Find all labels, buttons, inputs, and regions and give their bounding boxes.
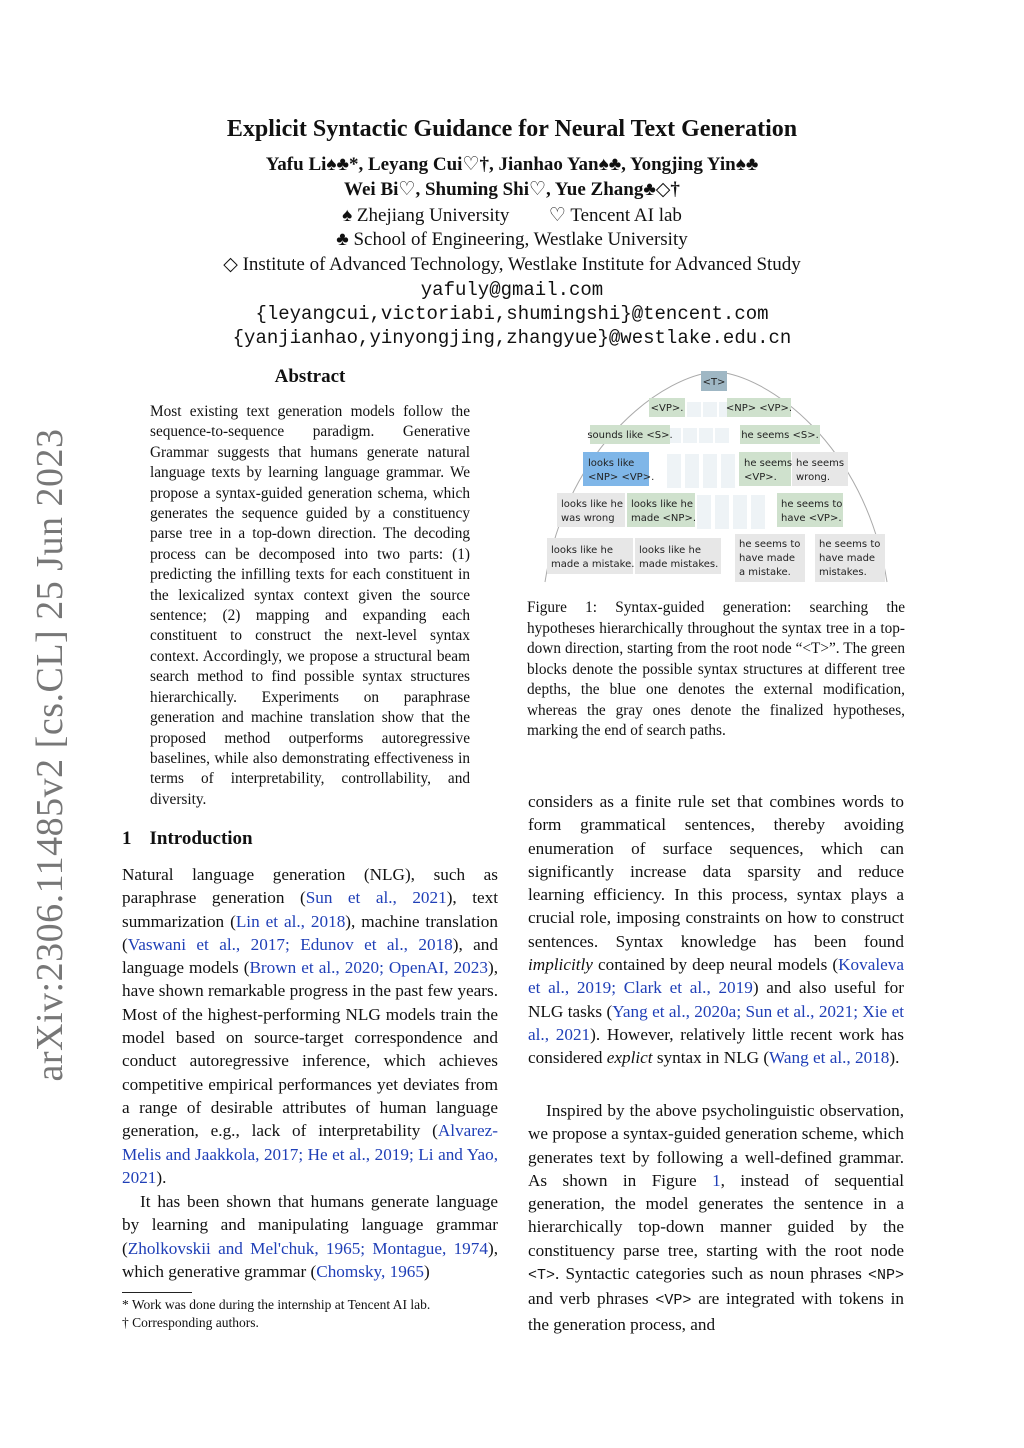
text-run: and verb phrases	[528, 1289, 656, 1309]
code-token: <NP>	[867, 1267, 904, 1285]
node-label: <VP>.	[744, 472, 777, 483]
citation-link[interactable]: Vaswani et al., 2017; Edunov et al., 2018	[127, 934, 453, 954]
node-label: was wrong	[561, 513, 615, 524]
text-run: syntax in NLG (	[652, 1048, 770, 1068]
text-run: ), text summarization (	[122, 888, 498, 931]
node-label: he seems to	[819, 539, 881, 550]
citation-link[interactable]: Kovaleva et al., 2019; Clark et al., 2019	[528, 955, 904, 998]
node-label: looks like he	[561, 499, 624, 510]
figure-reference-link[interactable]: 1	[712, 1170, 721, 1190]
node-label: mistakes.	[819, 567, 867, 578]
right-paragraph-2	[528, 1099, 904, 1336]
section-heading	[122, 828, 271, 850]
placeholder-block	[683, 428, 697, 443]
text-run: Inspired by the above psycholinguistic observation, we propose a syntax-guided generation scheme, which generates text by following a well-defined grammar. As shown in Figure	[528, 1101, 904, 1190]
section-title: Introduction	[149, 828, 253, 849]
citation-link[interactable]: Yang et al., 2020a; Sun et al., 2021; Xie et al., 2021	[528, 1001, 904, 1044]
node-label: looks like	[588, 458, 635, 469]
footnote-2: † Corresponding authors.	[122, 1315, 259, 1330]
citation-link[interactable]: Sun et al., 2021	[305, 888, 447, 908]
citation-link[interactable]: Alvarez-Melis and Jaakkola, 2017; He et al., 2019; Li and Yao, 2021	[122, 1121, 498, 1187]
affiliation-iatws: ◇ Institute of Advanced Technology, Westlake Institute for Advanced Study	[223, 254, 801, 275]
text-run: ), machine translation (	[122, 911, 498, 954]
email-2: {leyangcui,victoriabi,shumingshi}@tencent.com	[255, 303, 769, 325]
node-label: have <VP>.	[781, 513, 842, 524]
text-run: ), have shown remarkable progress in the past few years. Most of the highest-performing NLG models train the model based on source-target correspondence and conduct autoregressive inference, which achieves competitive empirical performances yet deviates from a range of desirable attributes of human language generation, e.g., lack of interpretability (	[122, 958, 498, 1141]
text-run: ).	[889, 1048, 900, 1068]
arxiv-identifier: arXiv:2306.11485v2 [cs.CL] 25 Jun 2023	[29, 428, 71, 1082]
node-label: <T>	[702, 377, 726, 388]
node-label: looks like he	[639, 545, 702, 556]
placeholder-block	[733, 495, 747, 529]
node-label: he seems to	[781, 499, 843, 510]
placeholder-block	[715, 428, 729, 443]
node-label: <NP> <VP>.	[725, 403, 793, 414]
node-label: wrong.	[796, 472, 831, 483]
placeholder-block	[685, 454, 699, 488]
text-run: considers as a finite rule set that combines words to form grammatical sentences, thereby avoiding enumeration of surface sequences, which can significantly increase data sparsity and reduce learning efficiency. In this process, syntax plays a crucial role, imposing constraints on how to construct sentences. Syntax knowledge has been found	[528, 792, 904, 951]
intro-paragraph-1	[122, 863, 498, 1189]
text-run: ) and also useful for NLG tasks (	[528, 978, 904, 1021]
placeholder-block	[721, 454, 735, 488]
code-token: <VP>	[655, 1292, 692, 1310]
text-run: contained by deep neural models (	[592, 955, 839, 975]
text-run: . Syntactic categories such as noun phrases	[555, 1264, 868, 1284]
text-run: ), and language models (	[122, 934, 498, 978]
node-label: made <NP>.	[631, 513, 696, 524]
node-label: made mistakes.	[639, 559, 719, 570]
placeholder-block	[751, 495, 765, 529]
node-label: <VP>.	[650, 403, 684, 414]
placeholder-block	[703, 454, 717, 488]
citation-link[interactable]: Wang et al., 2018	[769, 1048, 890, 1068]
node-label: he seems	[744, 458, 793, 469]
affiliation-zju: ♠ Zhejiang University	[342, 205, 510, 226]
placeholder-block	[699, 428, 713, 443]
section-number: 1	[122, 828, 132, 849]
placeholder-block	[667, 454, 681, 488]
text-run: ). However, relatively little recent work has considered	[528, 1024, 904, 1068]
placeholder-block	[703, 402, 717, 417]
node-label: he seems <S>.	[741, 430, 819, 441]
text-run: Natural language generation (NLG), such as paraphrase generation (	[122, 865, 498, 908]
caption-label: Figure 1:	[527, 599, 598, 616]
placeholder-block	[687, 402, 701, 417]
node-label: sounds like <S>.	[587, 430, 673, 441]
placeholder-block	[697, 495, 711, 529]
citation-link[interactable]: Lin et al., 2018	[235, 911, 346, 931]
figure-1-syntax-tree	[527, 362, 905, 587]
node-label: looks like he	[551, 545, 614, 556]
node-label: <NP> <VP>.	[588, 472, 655, 483]
figure-1-caption	[527, 598, 905, 742]
citation-link[interactable]: Zholkovskii and Mel'chuk, 1965; Montague, 1974	[127, 1238, 488, 1258]
text-run: ), which generative grammar (	[122, 1238, 498, 1281]
placeholder-block	[715, 495, 729, 529]
abstract-text: Most existing text generation models follow the sequence-to-sequence paradigm. Generative Grammar suggests that humans generate natural language texts by learning language grammar. We propose a syntax-guided generation schema, which generates the sequence guided by a constituency parse tree in a top-down direction. The decoding process can be decomposed into two parts: (1) predicting the infilling texts for each constituent in the lexicalized syntax context given the source sentence; (2) mapping and expanding each constituent to construct the next-level syntax context. Accordingly, we propose a structural beam search method to find possible syntax structures hierarchically. Experiments on paraphrase generation and machine translation show that the proposed method outperforms autoregressive baselines, while also demonstrating effectiveness in terms of interpretability, controllability, and diversity.	[150, 403, 470, 808]
right-paragraph-1	[528, 790, 904, 1070]
affiliation-line-1	[0, 204, 1024, 227]
code-token: <T>	[528, 1267, 556, 1285]
affiliation-westlake: ♣ School of Engineering, Westlake University	[336, 229, 688, 250]
node-label: a mistake.	[739, 567, 791, 578]
abstract-heading: Abstract	[274, 366, 346, 387]
node-label: he seems to	[739, 539, 801, 550]
text-run: are integrated with tokens in the generation process, and	[528, 1289, 904, 1334]
text-run: , instead of sequential generation, the model generates the sentence in a hierarchically top-down manner guided by the constituency parse tree, starting with the root node	[528, 1170, 905, 1260]
text-run: )	[423, 1261, 430, 1281]
citation-link[interactable]: Chomsky, 1965	[316, 1261, 424, 1281]
node-label: have made	[819, 553, 876, 564]
paper-title: Explicit Syntactic Guidance for Neural Text Generation	[226, 116, 798, 142]
footnote-1: * Work was done during the internship at Tencent AI lab.	[122, 1297, 431, 1312]
email-1: yafuly@gmail.com	[420, 279, 604, 301]
footnote-rule	[122, 1292, 192, 1293]
text-run: It has been shown that humans generate language by learning and manipulating language grammar (	[122, 1192, 498, 1258]
node-label: looks like he	[631, 499, 694, 510]
authors-line-1: Yafu Li♠♣*, Leyang Cui♡†, Jianhao Yan♠♣, Yongjing Yin♠♣	[265, 154, 759, 175]
authors-line-2: Wei Bi♡, Shuming Shi♡, Yue Zhang♣◇†	[344, 179, 680, 200]
italic-run: implicitly	[528, 955, 593, 975]
intro-paragraph-2	[122, 1190, 498, 1283]
email-3: {yanjianhao,yinyongjing,zhangyue}@westlake.edu.cn	[232, 327, 792, 349]
node-label: he seems	[796, 458, 845, 469]
node-label: made a mistake.	[551, 559, 635, 570]
affiliation-tencent: ♡ Tencent AI lab	[548, 205, 682, 226]
citation-link[interactable]: Brown et al., 2020; OpenAI, 2023	[249, 958, 488, 978]
caption-text: Syntax-guided generation: searching the hypotheses hierarchically throughout the syntax tree in a top-down direction, starting from the root node “<T>”. The green blocks denote the possible syntax structures at different tree depths, the blue one denotes the external modification, whereas the gray ones denote the finalized hypotheses, marking the end of search paths.	[527, 599, 906, 739]
text-run: ).	[156, 1167, 167, 1187]
node-label: have made	[739, 553, 796, 564]
italic-run: explict	[606, 1048, 653, 1068]
